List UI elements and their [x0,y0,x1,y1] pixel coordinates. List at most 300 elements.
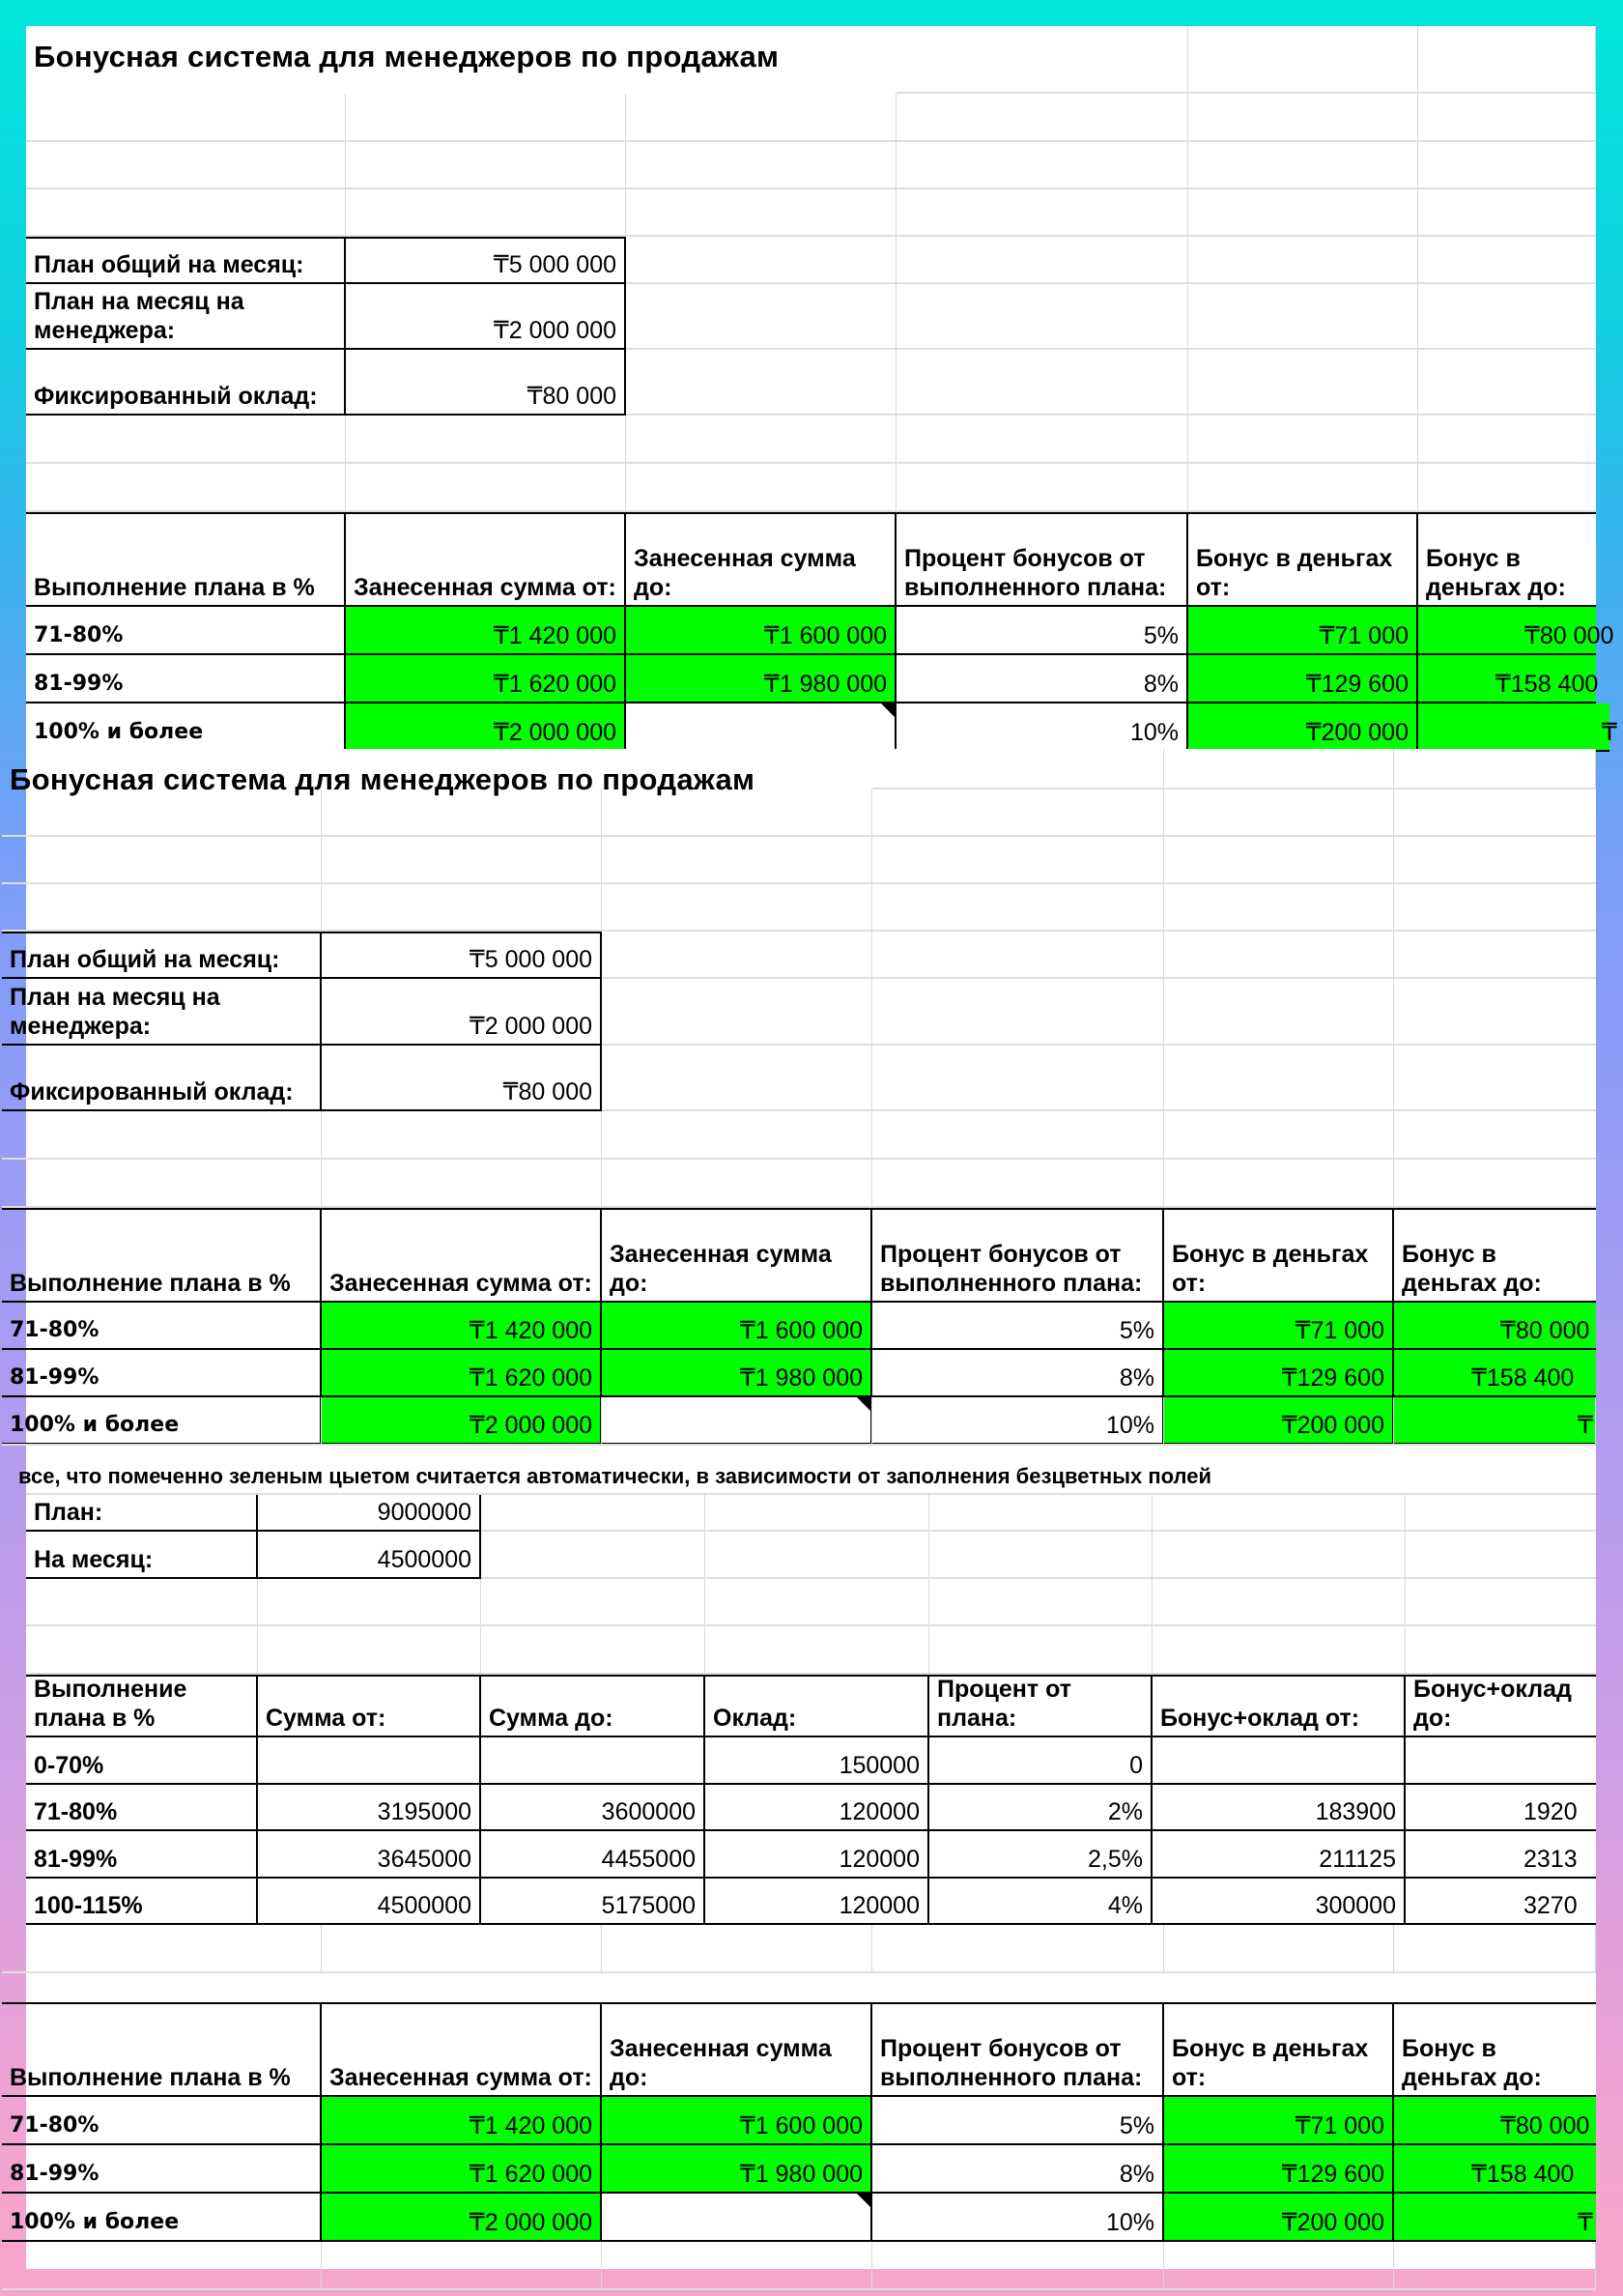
bonus-row-range[interactable] [2,1303,322,1350]
grid-cell[interactable] [626,416,897,464]
grid-cell[interactable] [1164,1397,1394,1446]
bonus-row-value[interactable] [1164,2145,1394,2194]
salary-row-value-text: 4455000 [601,1845,696,1873]
bonus-row-value[interactable] [1394,2194,1596,2242]
plan-value[interactable] [346,350,626,416]
bonus-row-value-text: ₸1 980 000 [739,1364,863,1392]
bonus-row-range[interactable] [2,1350,322,1397]
grid-cell[interactable] [626,94,897,142]
grid-cell[interactable] [705,1495,929,1532]
grid-cell[interactable] [1418,237,1596,284]
grid-cell[interactable] [1394,1397,1596,1446]
salary-row-value[interactable] [258,1831,481,1879]
bonus-row-range[interactable] [26,607,346,655]
column-header[interactable] [26,1675,258,1737]
salary-row-range[interactable] [26,1737,258,1785]
grid-cell[interactable] [1164,884,1394,932]
column-header[interactable] [705,1675,929,1737]
grid-cell[interactable] [897,237,1188,284]
salary-row-value[interactable] [1406,1737,1596,1785]
column-header[interactable] [1394,1208,1596,1303]
bonus-row-value-text: ₸1 420 000 [469,1317,592,1344]
grid-cell[interactable] [1164,932,1394,979]
salary-row-value-text: 120000 [839,1892,920,1919]
grid-cell[interactable] [2,1111,322,1160]
grid-cell[interactable] [1153,1626,1406,1675]
grid-cell[interactable] [626,142,897,189]
column-header[interactable] [1394,2002,1596,2097]
bonus-row-value[interactable] [872,2097,1164,2145]
grid-cell[interactable] [872,979,1164,1046]
grid-cell[interactable] [322,1397,602,1446]
grid-cell[interactable] [897,284,1188,350]
grid-cell[interactable] [1418,464,1596,512]
bonus-row-value[interactable] [897,703,1188,752]
grid-cell[interactable] [2,1397,322,1446]
grid-cell[interactable] [897,94,1188,142]
salary-row-value[interactable] [1406,1785,1596,1832]
grid-cell[interactable] [872,932,1164,979]
bonus-row-value[interactable] [322,2194,602,2242]
grid-cell[interactable] [897,416,1188,464]
grid-cell[interactable] [322,837,602,884]
column-header-text: Бонус в деньгах от: [1196,545,1393,601]
grid-cell[interactable] [1153,1579,1406,1626]
grid-cell[interactable] [1153,1532,1406,1579]
column-header-text: Занесенная сумма до: [610,2035,832,2091]
bonus-row-range-text: 81-99% [10,1365,100,1390]
bonus-row-value[interactable] [322,2145,602,2194]
grid-cell[interactable] [872,1397,1164,1446]
salary-row-value[interactable] [258,1879,481,1926]
grid-cell[interactable] [1418,26,1596,94]
column-header[interactable] [1164,2002,1394,2097]
bonus-row-value[interactable] [897,655,1188,703]
column-header-text: Занесенная сумма до: [634,545,856,601]
grid-cell[interactable] [2,789,322,837]
grid-cell[interactable] [929,1495,1153,1532]
grid-cell[interactable] [1394,979,1596,1046]
grid-cell[interactable] [1188,237,1418,284]
bonus-row-value[interactable] [322,1350,602,1397]
bonus-row-value-text: ₸71 000 [1295,1317,1384,1344]
grid-cell[interactable] [1164,1160,1394,1208]
grid-cell[interactable] [1406,1495,1596,1532]
salary-row-value-text: 120000 [839,1798,920,1825]
column-header[interactable] [26,512,346,607]
grid-cell[interactable] [1418,142,1596,189]
grid-cell[interactable] [26,142,346,189]
column-header-text: Оклад: [713,1705,797,1732]
grid-cell[interactable] [897,142,1188,189]
salary-row-value[interactable] [929,1879,1153,1926]
grid-cell[interactable] [602,1046,872,1111]
grid-cell[interactable] [481,1532,705,1579]
plan-value[interactable] [322,979,602,1046]
grid-cell[interactable] [705,1626,929,1675]
grid-cell[interactable] [1164,979,1394,1046]
bonus-row-range[interactable] [26,655,346,703]
bonus-row-range[interactable] [2,2145,322,2194]
grid-cell[interactable] [346,142,626,189]
grid-cell[interactable] [26,1626,258,1675]
column-header-text: Занесенная сумма от: [329,2064,592,2091]
column-header-text: Процент бонусов от выполненного плана: [904,545,1167,601]
bonus-row-value[interactable] [1188,607,1418,655]
plan-value[interactable] [346,237,626,284]
salary-row-value-text: 5175000 [601,1892,696,1919]
bonus-row-range-text: 81-99% [10,2162,100,2186]
bonus-row-value[interactable] [322,2097,602,2145]
grid-cell[interactable] [1164,1046,1394,1111]
bonus-row-value[interactable] [626,703,897,752]
grid-cell[interactable] [1188,350,1418,416]
bonus-row-value[interactable] [1164,2097,1394,2145]
grid-cell[interactable] [1406,1579,1596,1626]
grid-cell[interactable] [1394,1111,1596,1160]
salary-row-value[interactable] [705,1737,929,1785]
grid-cell[interactable] [1394,1046,1596,1111]
comment-indicator-icon[interactable] [857,2194,870,2207]
grid-cell[interactable] [2,1925,322,1973]
grid-cell[interactable] [322,2242,602,2290]
grid-cell[interactable] [258,1626,481,1675]
plan-label[interactable] [2,979,322,1046]
plan-value-text: ₸80 000 [502,1078,592,1105]
column-header[interactable] [602,2002,872,2097]
grid-cell[interactable] [626,237,897,284]
comment-indicator-icon[interactable] [881,703,895,717]
grid-cell[interactable] [1394,932,1596,979]
grid-cell[interactable] [346,189,626,237]
plan-label[interactable] [26,237,346,284]
grid-cell[interactable] [602,837,872,884]
plan-value[interactable] [258,1532,481,1579]
bonus-row-value[interactable] [897,607,1188,655]
column-header[interactable] [1406,1675,1596,1737]
grid-cell[interactable] [1394,749,1596,789]
column-header[interactable] [258,1675,481,1737]
salary-row-value[interactable] [1153,1785,1406,1832]
grid-cell[interactable] [705,1532,929,1579]
bonus-row-value-text: ₸ [1578,1412,1593,1439]
grid-cell[interactable] [602,1160,872,1208]
bonus-row-value[interactable] [1418,655,1599,703]
grid-cell[interactable] [872,1111,1164,1160]
plan-value[interactable] [346,284,626,350]
grid-cell[interactable] [626,284,897,350]
spreadsheet-screenshot-2 [10,749,1596,2269]
bonus-row-value-text: ₸129 600 [1305,671,1409,698]
bonus-row-value-text: ₸1 620 000 [469,1364,592,1392]
grid-cell[interactable] [1394,1925,1596,1973]
salary-row-value[interactable] [481,1879,705,1926]
plan-label[interactable] [2,932,322,979]
bonus-row-value-text: ₸80 000 [1500,1317,1590,1344]
grid-cell[interactable] [705,1579,929,1626]
salary-row-value-text: 150000 [839,1751,920,1779]
bonus-row-range[interactable] [2,2194,322,2242]
salary-row-value[interactable] [481,1737,705,1785]
grid-cell[interactable] [26,1579,258,1626]
grid-cell[interactable] [872,1046,1164,1111]
grid-cell[interactable] [872,1160,1164,1208]
column-header[interactable] [1188,512,1418,607]
plan-value[interactable] [322,1046,602,1111]
bonus-row-range[interactable] [2,2097,322,2145]
bonus-row-value[interactable] [602,1303,872,1350]
plan-value[interactable] [322,932,602,979]
plan-label[interactable] [26,350,346,416]
bonus-row-value[interactable] [602,2194,872,2242]
bonus-row-value[interactable] [872,2194,1164,2242]
column-header[interactable] [1153,1675,1406,1737]
salary-row-value[interactable] [1406,1879,1596,1926]
bonus-row-value[interactable] [322,1303,602,1350]
grid-cell[interactable] [346,464,626,512]
bonus-row-range-text: 100% и более [10,2210,180,2234]
bonus-row-value[interactable] [1394,2145,1596,2194]
salary-row-value[interactable] [929,1831,1153,1879]
bonus-row-value[interactable] [872,1350,1164,1397]
plan-label[interactable] [26,1532,258,1579]
grid-cell[interactable] [1394,789,1596,837]
grid-cell[interactable] [1406,1532,1596,1579]
bonus-row-value[interactable] [602,1350,872,1397]
grid-cell[interactable] [602,1111,872,1160]
plan-label[interactable] [26,284,346,350]
salary-row-value[interactable] [705,1879,929,1926]
bonus-row-value[interactable] [1164,2194,1394,2242]
grid-cell[interactable] [1188,464,1418,512]
bonus-row-value[interactable] [346,607,626,655]
grid-cell[interactable] [1418,94,1596,142]
bonus-row-value-text: 8% [1119,2161,1154,2188]
grid-cell[interactable] [1188,416,1418,464]
grid-cell[interactable] [929,1626,1153,1675]
column-header[interactable] [602,1208,872,1303]
grid-cell[interactable] [897,26,1188,94]
bonus-row-value[interactable] [602,2097,872,2145]
bonus-row-value-text: 5% [1119,1317,1154,1344]
salary-row-value-text: 1920 [1523,1798,1578,1825]
grid-cell[interactable] [602,1925,872,1973]
grid-cell[interactable] [1394,1160,1596,1208]
grid-cell[interactable] [602,979,872,1046]
bonus-row-value-text: ₸129 600 [1281,1364,1384,1392]
salary-row-value-text: 3600000 [601,1798,696,1825]
salary-row-value[interactable] [258,1737,481,1785]
grid-cell[interactable] [26,189,346,237]
bonus-row-value[interactable] [872,1303,1164,1350]
bonus-row-value-text: ₸80 000 [1524,622,1614,649]
bonus-row-value-text: ₸2 000 000 [469,1412,592,1439]
salary-row-value-text: 4% [1107,1892,1143,1919]
grid-cell[interactable] [1188,284,1418,350]
bonus-row-value[interactable] [1394,1350,1596,1397]
salary-row-value[interactable] [705,1785,929,1832]
salary-row-range[interactable] [26,1831,258,1879]
column-header[interactable] [1418,512,1596,607]
grid-cell[interactable] [1164,789,1394,837]
grid-cell[interactable] [602,2242,872,2290]
column-header-text: Выполнение плана в % [34,574,315,601]
plan-value[interactable] [258,1495,481,1532]
bonus-row-value[interactable] [346,655,626,703]
grid-cell[interactable] [872,749,1164,789]
column-header[interactable] [1164,1208,1394,1303]
grid-cell[interactable] [1164,1925,1394,1973]
bonus-row-value-text: 5% [1143,622,1179,649]
grid-cell[interactable] [322,884,602,932]
grid-cell[interactable] [872,837,1164,884]
bonus-row-value-text: ₸ [1578,2209,1593,2236]
salary-row-value[interactable] [705,1831,929,1879]
plan-label[interactable] [2,1046,322,1111]
bonus-row-value[interactable] [1418,607,1614,655]
grid-cell[interactable] [346,416,626,464]
column-header-text: Выполнение плана в % [34,1676,187,1732]
grid-cell[interactable] [1164,1111,1394,1160]
salary-row-value-text: 211125 [1319,1845,1396,1873]
plan-label-text: План на месяц на менеджера: [34,288,244,344]
salary-row-value[interactable] [481,1785,705,1832]
grid-cell[interactable] [258,1579,481,1626]
grid-cell[interactable] [322,1160,602,1208]
grid-cell[interactable] [1188,142,1418,189]
salary-row-value[interactable] [929,1785,1153,1832]
column-header[interactable] [322,2002,602,2097]
grid-cell[interactable] [1164,749,1394,789]
grid-cell[interactable] [1406,1626,1596,1675]
grid-cell[interactable] [602,1397,872,1446]
bonus-row-value[interactable] [872,2145,1164,2194]
bonus-row-value-text: ₸129 600 [1281,2161,1384,2188]
bonus-row-range[interactable] [26,703,346,752]
grid-cell[interactable] [897,189,1188,237]
grid-cell[interactable] [322,1925,602,1973]
bonus-row-value[interactable] [1418,703,1617,752]
grid-cell[interactable] [897,350,1188,416]
grid-cell[interactable] [322,789,602,837]
column-header[interactable] [626,512,897,607]
column-header[interactable] [929,1675,1153,1737]
grid-cell[interactable] [1418,350,1596,416]
salary-row-value[interactable] [1153,1737,1406,1785]
column-header[interactable] [346,512,626,607]
grid-cell[interactable] [897,464,1188,512]
grid-cell[interactable] [872,2242,1164,2290]
bonus-row-value[interactable] [602,2145,872,2194]
bonus-row-value[interactable] [1394,2097,1596,2145]
grid-cell[interactable] [322,1111,602,1160]
bonus-row-range-text: 100% и более [10,1413,180,1437]
column-header[interactable] [322,1208,602,1303]
grid-cell[interactable] [1188,26,1418,94]
plan-value-text: 9000000 [377,1499,471,1526]
grid-cell[interactable] [1164,837,1394,884]
grid-cell[interactable] [626,189,897,237]
bonus-row-value[interactable] [1188,703,1418,752]
sheet-title: Бонусная система для менеджеров по продажам [34,40,780,73]
grid-cell[interactable] [872,1925,1164,1973]
grid-cell[interactable] [1188,189,1418,237]
grid-cell[interactable] [626,350,897,416]
plan-label[interactable] [26,1495,258,1532]
grid-cell[interactable] [481,1495,705,1532]
grid-cell[interactable] [602,884,872,932]
bonus-row-value-text: ₸1 620 000 [493,671,616,698]
salary-row-value[interactable] [481,1831,705,1879]
sheet-title: Бонусная система для менеджеров по продажам [10,762,755,796]
column-header[interactable] [897,512,1188,607]
grid-cell[interactable] [2,884,322,932]
bonus-row-value[interactable] [1188,655,1418,703]
grid-cell[interactable] [1394,884,1596,932]
salary-row-value[interactable] [929,1737,1153,1785]
salary-row-value[interactable] [1153,1879,1406,1926]
grid-cell[interactable] [872,789,1164,837]
grid-cell[interactable] [1394,837,1596,884]
bonus-row-value-text: ₸158 400 [1471,2161,1575,2188]
grid-cell[interactable] [872,884,1164,932]
grid-cell[interactable] [602,932,872,979]
grid-cell[interactable] [602,789,872,837]
grid-cell[interactable] [346,94,626,142]
bonus-row-value[interactable] [1164,1350,1394,1397]
salary-row-value[interactable] [1406,1831,1596,1879]
grid-cell[interactable] [1164,2242,1394,2290]
grid-cell[interactable] [2,1160,322,1208]
grid-cell[interactable] [929,1532,1153,1579]
column-header[interactable] [2,2002,322,2097]
grid-cell[interactable] [626,464,897,512]
grid-cell[interactable] [929,1579,1153,1626]
column-header-text: Занесенная сумма от: [354,574,616,601]
grid-cell[interactable] [26,94,346,142]
bonus-row-value[interactable] [626,607,897,655]
grid-cell[interactable] [1418,416,1596,464]
grid-cell[interactable] [26,464,346,512]
salary-row-value[interactable] [1153,1831,1406,1879]
salary-row-range[interactable] [26,1785,258,1832]
bonus-row-value[interactable] [626,655,897,703]
column-header[interactable] [872,2002,1164,2097]
grid-cell[interactable] [26,416,346,464]
grid-cell[interactable] [1153,1495,1406,1532]
grid-cell[interactable] [481,1579,705,1626]
salary-row-range-text: 0-70% [34,1751,104,1779]
column-header[interactable] [872,1208,1164,1303]
grid-cell[interactable] [1188,94,1418,142]
grid-cell[interactable] [2,2242,322,2290]
grid-cell[interactable] [2,837,322,884]
grid-cell[interactable] [1418,284,1596,350]
plan-label-text: План общий на месяц: [34,251,304,278]
column-header[interactable] [2,1208,322,1303]
salary-row-range[interactable] [26,1879,258,1926]
grid-cell[interactable] [481,1626,705,1675]
grid-cell[interactable] [1418,189,1596,237]
salary-row-value-text: 3645000 [377,1845,471,1873]
bonus-row-value[interactable] [1164,1303,1394,1350]
salary-row-value[interactable] [258,1785,481,1832]
bonus-row-value[interactable] [1394,1303,1596,1350]
grid-cell[interactable] [1394,2242,1596,2290]
bonus-row-value-text: ₸71 000 [1295,2112,1384,2139]
bonus-row-value[interactable] [346,703,626,752]
column-header[interactable] [481,1675,705,1737]
